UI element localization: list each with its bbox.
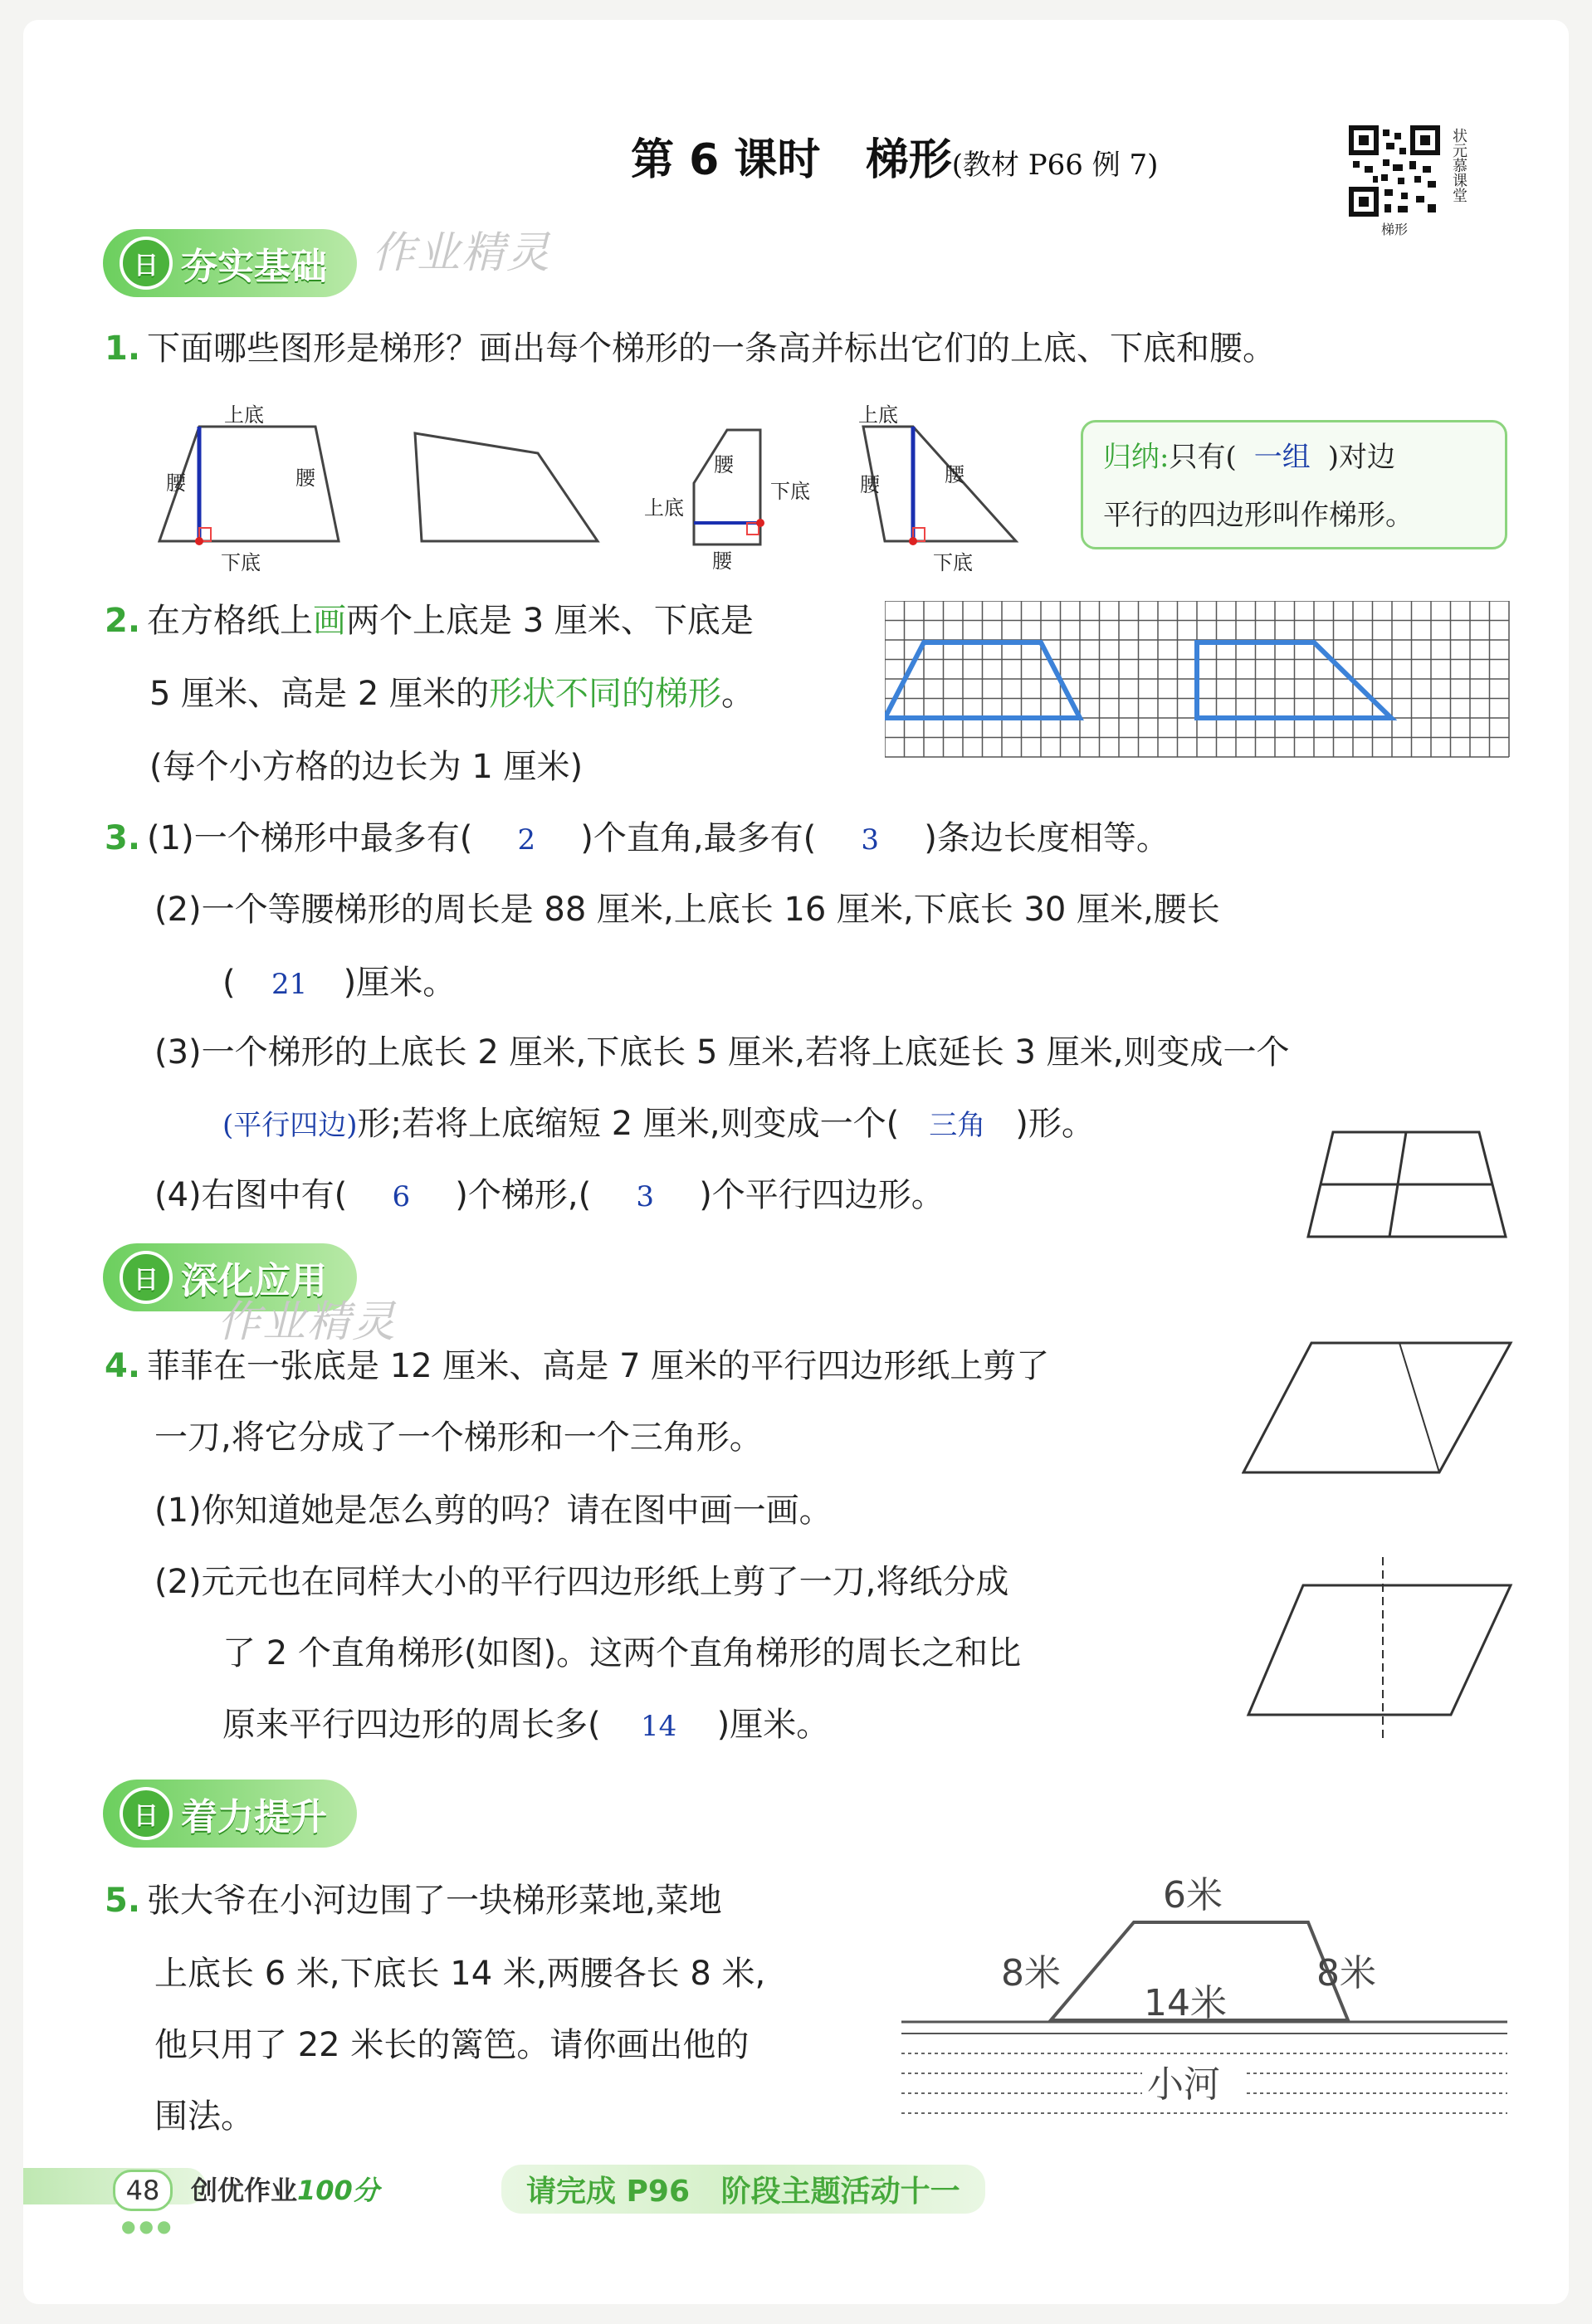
svg-text:上底: 上底 <box>644 496 684 520</box>
quadrilateral-shape-b <box>415 433 598 541</box>
footer-tag[interactable]: 请完成 P96 阶段主题活动十一 <box>501 2165 985 2214</box>
section-icon: 日 <box>120 1251 173 1304</box>
qr-side-text: 状元慕课堂 <box>1450 128 1467 203</box>
watermark: 作业精灵 <box>217 1297 398 1347</box>
question-3-4: (4)右图中有( 6 )个梯形,( 3 )个平行四边形。 <box>154 1172 945 1220</box>
svg-text:下底: 下底 <box>770 480 810 503</box>
svg-text:上底: 上底 <box>858 403 898 427</box>
grid-paper[interactable] <box>885 601 1516 764</box>
answer-blank[interactable]: 一组 <box>1253 441 1311 474</box>
svg-text:腰: 腰 <box>714 453 734 476</box>
svg-text:梯形: 梯形 <box>1380 222 1409 237</box>
svg-text:腰: 腰 <box>945 463 964 486</box>
svg-text:腰: 腰 <box>166 471 186 495</box>
svg-text:下底: 下底 <box>933 551 973 574</box>
brand-label: 创优作业100分 <box>191 2175 379 2206</box>
qr-code-icon[interactable] <box>1348 124 1441 237</box>
question-1: 1. 下面哪些图形是梯形？画出每个梯形的一条高并标出它们的上底、下底和腰。 <box>105 330 1277 368</box>
svg-text:6米: 6米 <box>1163 1874 1223 1916</box>
svg-text:上底: 上底 <box>224 403 264 427</box>
q1-figures <box>133 392 1046 583</box>
answer-blank[interactable]: 3 <box>636 1180 655 1213</box>
svg-text:8米: 8米 <box>1001 1952 1061 1994</box>
question-5: 5. 张大爷在小河边围了一块梯形菜地,菜地 <box>105 1882 722 1920</box>
page-title: 第 6 课时 梯形(教材 P66 例 7) <box>631 135 1159 185</box>
q5-garden-figure[interactable] <box>893 1868 1516 2150</box>
svg-text:14米: 14米 <box>1144 1982 1227 2024</box>
question-4-2: (2)元元也在同样大小的平行四边形纸上剪了一刀,将纸分成 <box>154 1563 1009 1601</box>
summary-box: 归纳:只有( 一组 )对边 平行的四边形叫作梯形。 <box>1081 420 1507 549</box>
section-header-advanced: 日 着力提升 <box>103 1780 357 1848</box>
trapezoid-shape-c <box>694 430 760 544</box>
section-header-application: 日 深化应用 <box>103 1243 357 1311</box>
section-icon: 日 <box>120 1787 173 1840</box>
svg-text:8米: 8米 <box>1316 1952 1376 1994</box>
question-3-2: (2)一个等腰梯形的周长是 88 厘米,上底长 16 厘米,下底长 30 厘米,腰长 <box>154 891 1220 929</box>
answer-blank[interactable]: 3 <box>861 823 880 857</box>
q4-parallelogram-cut[interactable] <box>1242 1340 1516 1481</box>
svg-text:腰: 腰 <box>712 549 732 573</box>
q3-trapezoid-figure <box>1306 1129 1514 1242</box>
answer-blank[interactable]: (平行四边) <box>222 1109 358 1142</box>
question-2: 2. 在方格纸上画两个上底是 3 厘米、下底是 <box>105 602 754 640</box>
question-3-3: (3)一个梯形的上底长 2 厘米,下底长 5 厘米,若将上底延长 3 厘米,则变成一个 <box>154 1033 1290 1072</box>
question-3-1: 3. (1)一个梯形中最多有( 2 )个直角,最多有( 3 )条边长度相等。 <box>105 815 1170 863</box>
svg-text:下底: 下底 <box>221 551 261 574</box>
footer-dots: ●●● <box>121 2216 175 2236</box>
q4-parallelogram-vertical-cut <box>1245 1552 1519 1751</box>
question-4: 4. 菲菲在一张底是 12 厘米、高是 7 厘米的平行四边形纸上剪了 <box>105 1347 1050 1385</box>
answer-blank[interactable]: 6 <box>392 1180 411 1213</box>
river-label: 小河 <box>1147 2063 1220 2106</box>
answer-blank[interactable]: 三角 <box>929 1109 986 1142</box>
trapezoid-shape-d <box>863 427 1016 541</box>
section-icon: 日 <box>120 237 173 290</box>
page-number: 48 <box>113 2170 173 2211</box>
answer-blank[interactable]: 21 <box>271 968 308 1001</box>
answer-blank[interactable]: 14 <box>640 1710 677 1743</box>
question-4-1: (1)你知道她是怎么剪的吗？请在图中画一画。 <box>154 1492 833 1530</box>
answer-blank[interactable]: 2 <box>517 823 536 857</box>
section-header-basics: 日 夯实基础 <box>103 229 357 297</box>
svg-text:腰: 腰 <box>295 466 315 490</box>
watermark: 作业精灵 <box>372 228 552 278</box>
svg-text:腰: 腰 <box>860 473 880 496</box>
